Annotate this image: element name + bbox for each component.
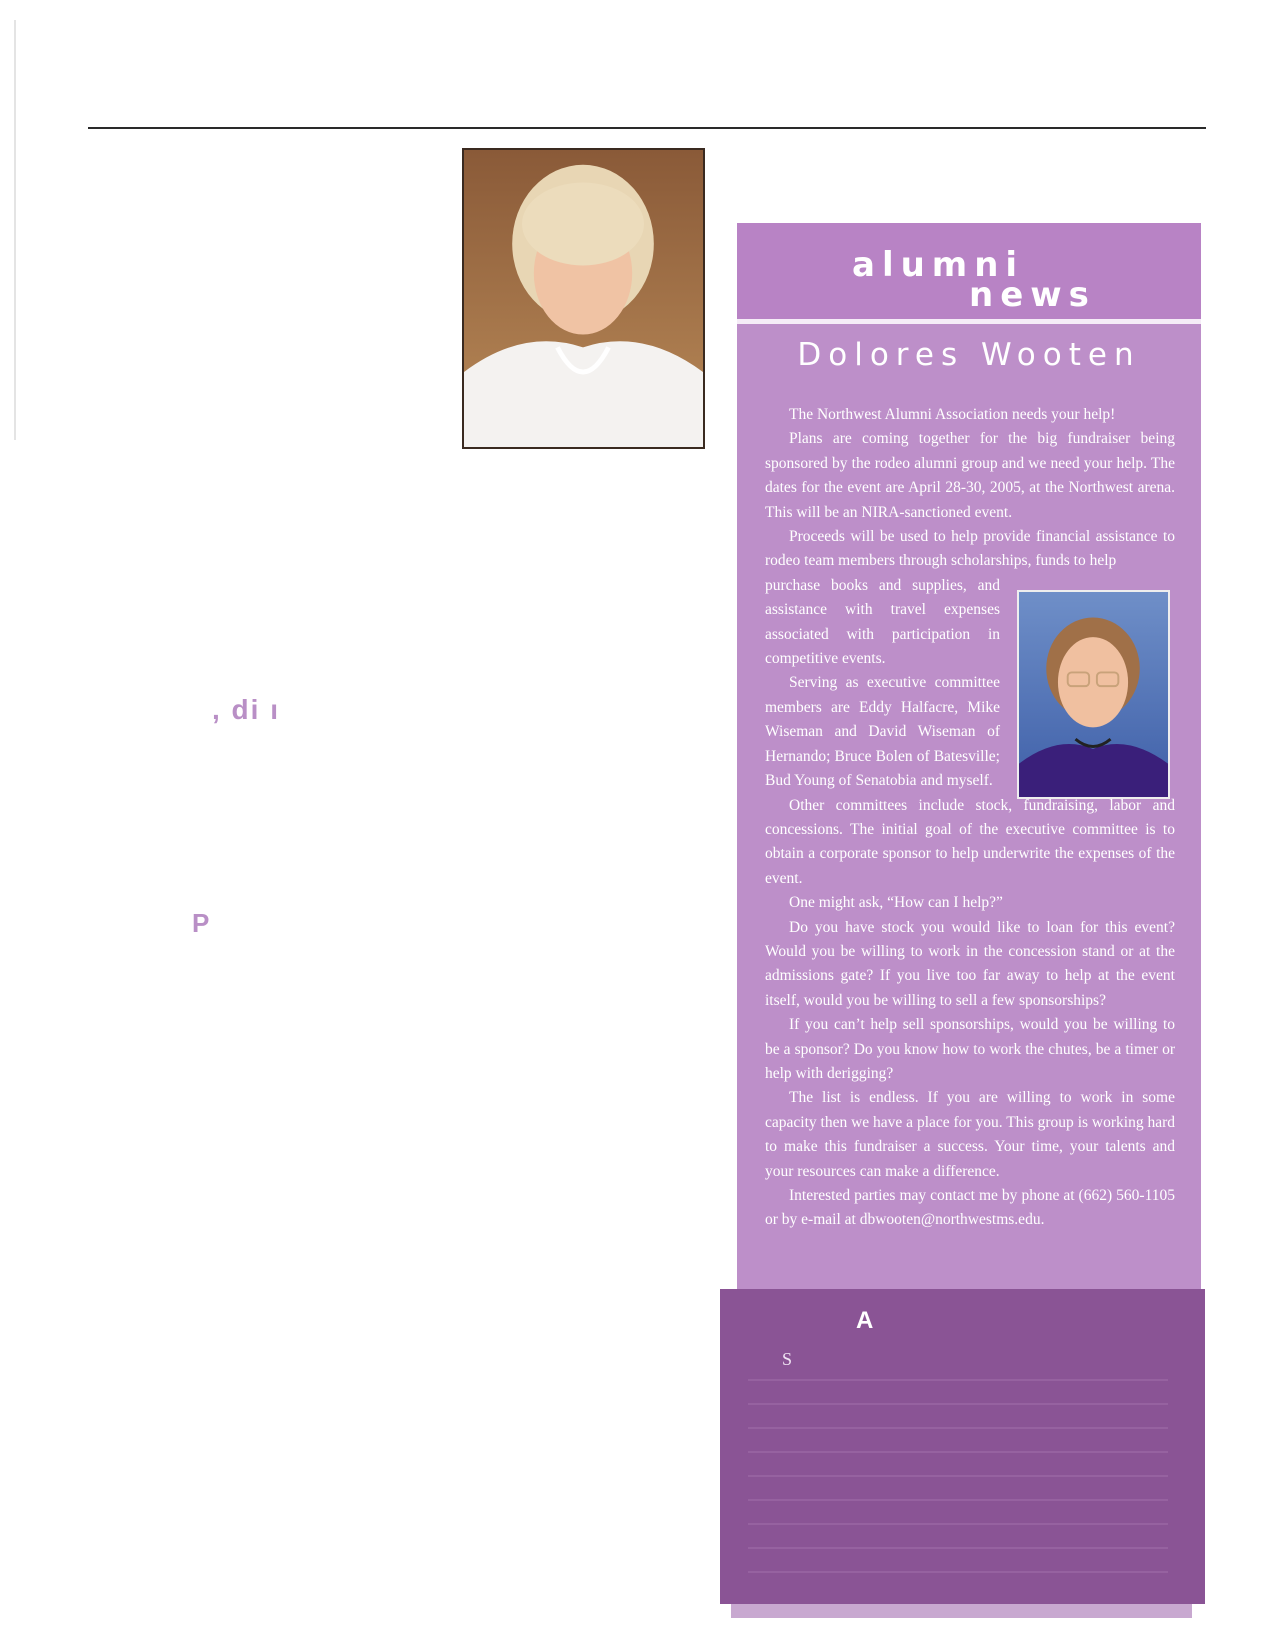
lower-panel-initial: S bbox=[782, 1349, 793, 1369]
masthead-alumni: alumni bbox=[852, 245, 1025, 285]
bottom-color-strip bbox=[731, 1604, 1192, 1618]
author-portrait-photo bbox=[1017, 590, 1170, 799]
author-byline: Dolores Wooten bbox=[797, 337, 1141, 373]
article-paragraph: If you can’t help sell sponsorships, would you be willing to be a sponsor? Do you know how to work the chutes, be a timer or help with derigging? bbox=[765, 1016, 1175, 1082]
main-portrait-photo bbox=[462, 148, 705, 449]
text-wrap-block bbox=[765, 574, 1000, 794]
masthead-divider bbox=[737, 319, 1201, 324]
top-rule bbox=[88, 127, 1206, 129]
left-column-initial-fragment: P bbox=[192, 908, 210, 938]
article-paragraph: The Northwest Alumni Association needs your help! bbox=[789, 406, 1116, 423]
article-paragraph: Proceeds will be used to help provide financial assistance to rodeo team members through scholarships, funds to help bbox=[765, 528, 1175, 570]
lower-panel-heading: A bbox=[856, 1307, 874, 1334]
article-paragraph: purchase books and supplies, and assistance with travel expenses associated with participation in competitive events. bbox=[765, 576, 1000, 668]
article-paragraph: The list is endless. If you are willing to work in some capacity then we have a place for you. This group is working hard to make this fundraiser a success. Your time, your talents and your resources can make a difference. bbox=[765, 1089, 1175, 1180]
article-paragraph: One might ask, “How can I help?” bbox=[789, 894, 1003, 912]
left-column-fragment: , di ı bbox=[212, 694, 280, 725]
article-paragraph: Other committees include stock, fundraising, labor and concessions. The initial goal of the executive committee is to obtain a corporate sponsor to help underwrite the expenses of the event. bbox=[765, 796, 1175, 887]
masthead bbox=[737, 223, 1201, 319]
article-paragraph: Do you have stock you would like to loan for this event? Would you be willing to work in the concession stand or at the admissions gate? If you live too far away to help at the event itself, would you be willing to sell a few sponsorships? bbox=[765, 918, 1175, 1009]
faded-text-lines bbox=[748, 1379, 1168, 1595]
article-paragraph: Interested parties may contact me by phone at (662) 560-1105 or by e-mail at dbwooten@northwestms.edu. bbox=[765, 1187, 1175, 1229]
lower-article-panel bbox=[720, 1289, 1205, 1604]
article-body bbox=[765, 403, 1175, 1233]
masthead-news: news bbox=[969, 275, 1096, 315]
article-paragraph: Serving as executive committee members are Eddy Halfacre, Mike Wiseman and David Wiseman of Hernando; Bruce Bolen of Batesville; Bud Young of Senatobia and myself. bbox=[765, 674, 1000, 790]
article-paragraph: Plans are coming together for the big fundraiser being sponsored by the rodeo alumni group and we need your help. The dates for the event are April 28-30, 2005, at the Northwest arena. This will be an NIRA-sanctioned event. bbox=[765, 430, 1175, 521]
page-edge-mark bbox=[14, 20, 16, 440]
